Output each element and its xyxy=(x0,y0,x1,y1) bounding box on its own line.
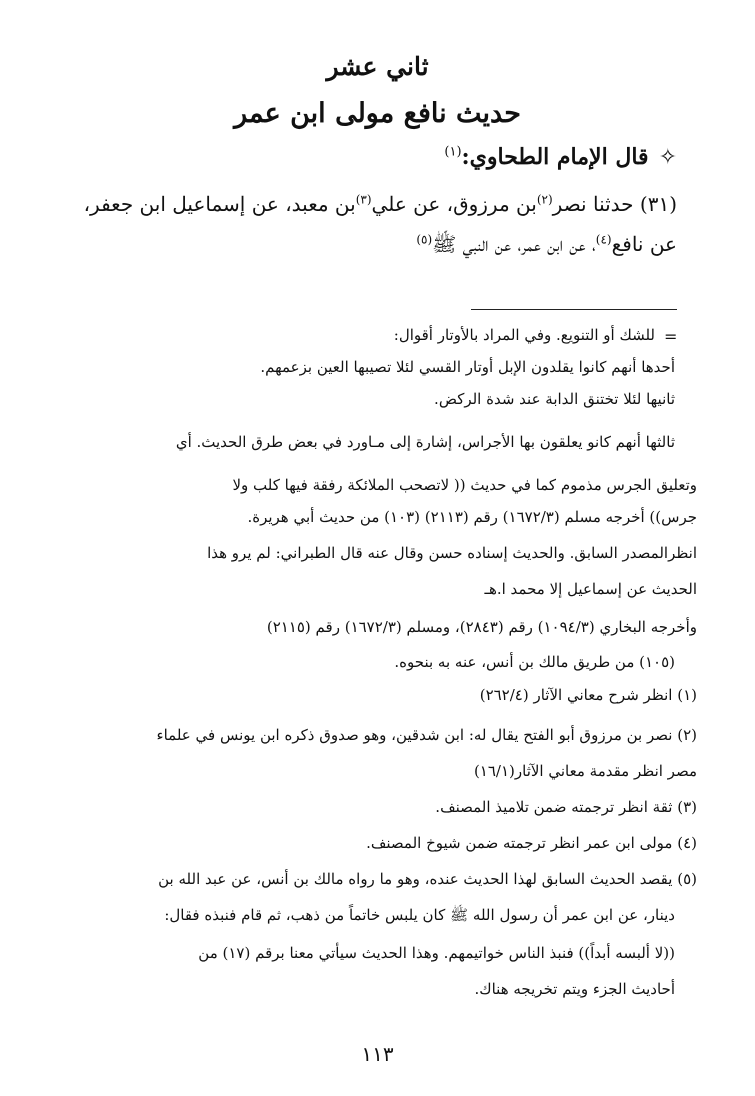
footnote-1: (١) انظر شرح معاني الآثار (٢٦٢/٤) xyxy=(479,686,697,704)
footnote-ref-5: (٥) xyxy=(416,232,433,247)
footnote-ref-3: (٣) xyxy=(355,192,372,207)
footnote-ref-2: (٢) xyxy=(536,192,553,207)
footnote-line: وأخرجه البخاري (١٠٩٤/٣) رقم (٢٨٤٣)، ومسلم (١٦٧٢/٣) رقم (٢١١٥) xyxy=(266,618,697,636)
footnote-separator xyxy=(471,309,677,310)
footnote-line: دينار، عن ابن عمر أن رسول الله ﷺ كان يلبس خاتماً من ذهب، ثم قام فنبذه فقال: xyxy=(164,906,675,924)
footnote-5: (٥) يقصد الحديث السابق لهذا الحديث عنده، وهو ما رواه مالك بن أنس، عن عبد الله بن xyxy=(158,870,697,888)
footnote-line: (١٠٥) من طريق مالك بن أنس، عنه به بنحوه. xyxy=(394,653,675,671)
star-icon: ✧ xyxy=(658,145,677,170)
hadith-text-5: ، عن ابن عمر، عن النبي ﷺ xyxy=(432,232,596,256)
section-title: ثاني عشر xyxy=(326,52,429,81)
hadith-text-4: عن نافع xyxy=(611,232,677,256)
footnote-line: انظرالمصدر السابق. والحديث إسناده حسن وقال عنه قال الطبراني: لم يرو هذا xyxy=(207,544,697,562)
footnote-ref-4: (٤) xyxy=(595,232,612,247)
footnote-ref-1: (١) xyxy=(444,144,462,160)
page-number: ١١٣ xyxy=(361,1042,394,1066)
footnote-line: أحاديث الجزء ويتم تخريجه هناك. xyxy=(474,980,675,998)
footnote-3: (٣) ثقة انظر ترجمته ضمن تلاميذ المصنف. xyxy=(435,798,697,816)
hadith-text-2: بن مرزوق، عن علي xyxy=(371,192,537,216)
hadith-line-2 xyxy=(416,232,677,261)
heading-text: قال الإمام الطحاوي: xyxy=(461,144,649,170)
footnote-2: (٢) نصر بن مرزوق أبو الفتح يقال له: ابن شدقين، وهو صدوق ذكره ابن يونس في علماء xyxy=(156,726,697,744)
footnote-line: وتعليق الجرس مذموم كما في حديث (( لاتصحب الملائكة رفقة فيها كلب ولا xyxy=(232,476,697,494)
hadith-text-1: (٣١) حدثنا نصر xyxy=(552,192,677,216)
footnote-line: أحدها أنهم كانوا يقلدون الإبل أوتار القسي لئلا تصيبها العين بزعمهم. xyxy=(260,358,675,376)
footnote-line: للشك أو التنويع. وفي المراد بالأوتار أقوال: xyxy=(393,326,655,344)
chapter-title: حديث نافع مولى ابن عمر xyxy=(234,98,521,129)
footnote-line: ثالثها أنهم كانو يعلقون بها الأجراس، إشارة إلى مـاورد في بعض طرق الحديث. أي xyxy=(175,433,675,451)
hadith-text-3: بن معبد، عن إسماعيل ابن جعفر، xyxy=(83,192,356,216)
footnote-line: ((لا ألبسه أبداً)) فنبذ الناس خواتيمهم. وهذا الحديث سيأتي معنا برقم (١٧) من xyxy=(198,944,675,962)
footnote-line: جرس)) أخرجه مسلم (١٦٧٢/٣) رقم (٢١١٣) (١٠٣) من حديث أبي هريرة. xyxy=(247,508,697,526)
footnote-line: ثانيها لئلا تختنق الدابة عند شدة الركض. xyxy=(434,390,675,408)
footnote-line: مصر انظر مقدمة معاني الآثار(١٦/١) xyxy=(473,762,697,780)
imam-heading xyxy=(444,144,677,170)
hadith-line-1 xyxy=(84,192,677,216)
continuation-marker: = xyxy=(664,327,678,346)
footnote-line: الحديث عن إسماعيل إلا محمد ا.هـ xyxy=(484,580,697,598)
footnote-4: (٤) مولى ابن عمر انظر ترجمته ضمن شيوخ المصنف. xyxy=(366,834,697,852)
